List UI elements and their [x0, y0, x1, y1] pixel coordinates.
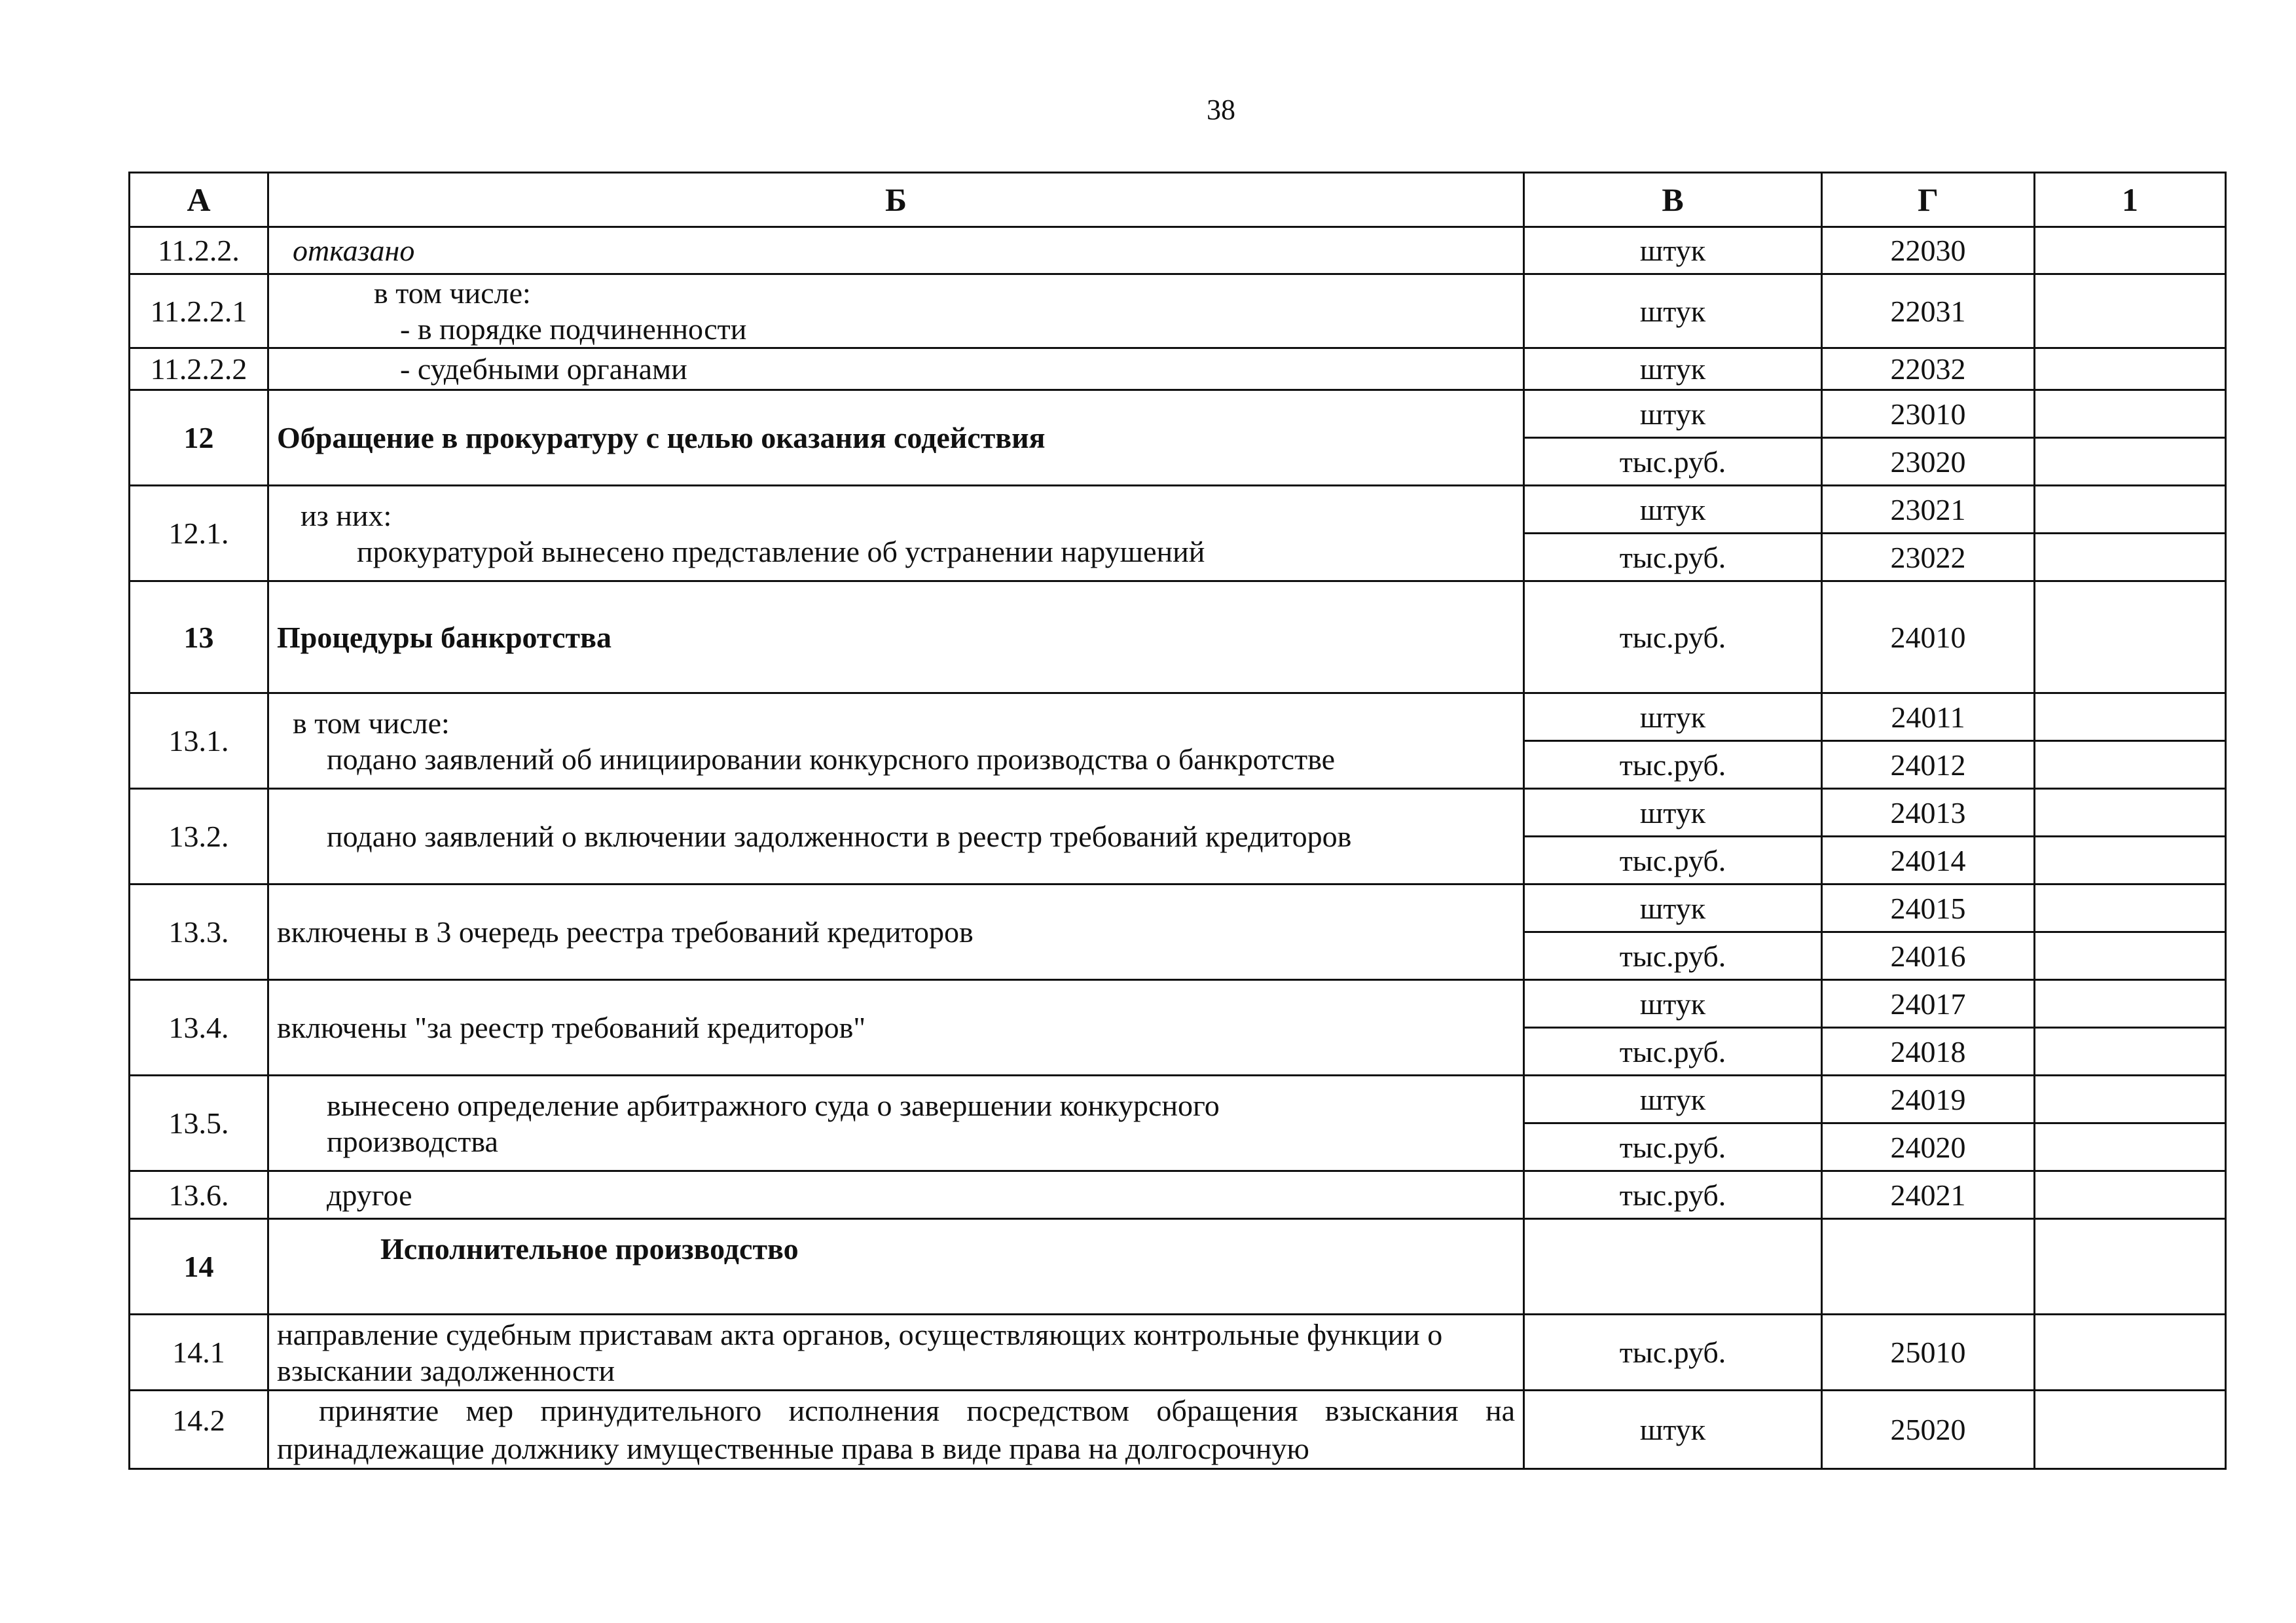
code-cell: 24010 — [1822, 581, 2035, 693]
code-cell: 24014 — [1822, 837, 2035, 884]
unit-cell: тыс.руб. — [1524, 581, 1822, 693]
row-description — [268, 693, 1524, 789]
value-cell[interactable] — [2035, 534, 2226, 581]
row-number: 13.5. — [130, 1076, 268, 1171]
report-table — [128, 172, 2227, 1470]
unit-cell: штук — [1524, 348, 1822, 390]
row-number: 11.2.2.2 — [130, 348, 268, 390]
unit-cell: штук — [1524, 1391, 1822, 1469]
row-number: 13.3. — [130, 884, 268, 980]
row-description-line: подано заявлений об инициировании конкурсного производства о банкротстве — [327, 742, 1336, 776]
unit-cell: штук — [1524, 274, 1822, 348]
table-row — [130, 390, 2226, 438]
value-cell[interactable] — [2035, 227, 2226, 274]
table-row — [130, 789, 2226, 837]
value-cell[interactable] — [2035, 1315, 2226, 1391]
col-header-1: 1 — [2035, 173, 2226, 227]
unit-cell: штук — [1524, 390, 1822, 438]
code-cell: 24011 — [1822, 693, 2035, 741]
row-number: 14 — [130, 1219, 268, 1315]
row-description — [268, 274, 1524, 348]
table-row — [130, 1076, 2226, 1123]
table-row — [130, 227, 2226, 274]
value-cell[interactable] — [2035, 1171, 2226, 1219]
unit-cell: тыс.руб. — [1524, 932, 1822, 980]
row-description: направление судебным приставам акта органов, осуществляющих контрольные функции о взыскании задолженности — [268, 1315, 1524, 1391]
table-row — [130, 693, 2226, 741]
value-cell[interactable] — [2035, 438, 2226, 486]
row-description: - судебными органами — [268, 348, 1524, 390]
row-number: 11.2.2.1 — [130, 274, 268, 348]
row-description: вынесено определение арбитражного суда о завершении конкурсного производства — [268, 1076, 1524, 1171]
value-cell[interactable] — [2035, 348, 2226, 390]
page-number: 38 — [1207, 94, 1235, 126]
table-row — [130, 1391, 2226, 1469]
value-cell[interactable] — [2035, 837, 2226, 884]
value-cell[interactable] — [2035, 1219, 2226, 1315]
code-cell: 24012 — [1822, 741, 2035, 789]
code-cell — [1822, 1219, 2035, 1315]
row-number: 13.2. — [130, 789, 268, 884]
table-row — [130, 980, 2226, 1028]
unit-cell — [1524, 1219, 1822, 1315]
row-number: 13.6. — [130, 1171, 268, 1219]
code-cell: 24016 — [1822, 932, 2035, 980]
row-number: 14.1 — [130, 1315, 268, 1391]
row-description-line: прокуратурой вынесено представление об устранении нарушений — [357, 534, 1205, 568]
code-cell: 24021 — [1822, 1171, 2035, 1219]
value-cell[interactable] — [2035, 581, 2226, 693]
row-description-line: - в порядке подчиненности — [400, 312, 747, 346]
row-number: 13 — [130, 581, 268, 693]
code-cell: 23021 — [1822, 486, 2035, 534]
col-header-v: В — [1524, 173, 1822, 227]
unit-cell: штук — [1524, 789, 1822, 837]
table-row — [130, 1219, 2226, 1315]
unit-cell: штук — [1524, 884, 1822, 932]
row-description: отказано — [268, 227, 1524, 274]
row-description: подано заявлений о включении задолженности в реестр требований кредиторов — [268, 789, 1524, 884]
code-cell: 23022 — [1822, 534, 2035, 581]
row-number: 12 — [130, 390, 268, 486]
row-description: Процедуры банкротства — [268, 581, 1524, 693]
code-cell: 25020 — [1822, 1391, 2035, 1469]
row-description-line: в том числе: — [293, 706, 450, 740]
code-cell: 24013 — [1822, 789, 2035, 837]
code-cell: 24018 — [1822, 1028, 2035, 1076]
row-description: включены "за реестр требований кредиторов" — [268, 980, 1524, 1076]
row-description-line: в том числе: — [374, 276, 531, 310]
unit-cell: тыс.руб. — [1524, 534, 1822, 581]
col-header-g: Г — [1822, 173, 2035, 227]
value-cell[interactable] — [2035, 486, 2226, 534]
value-cell[interactable] — [2035, 789, 2226, 837]
row-description: принятие мер принудительного исполнения посредством обращения взыскания на принадлежащие должнику имущественные права в виде права на долгосрочную — [268, 1391, 1524, 1469]
value-cell[interactable] — [2035, 932, 2226, 980]
code-cell: 24019 — [1822, 1076, 2035, 1123]
header-row — [130, 173, 2226, 227]
row-description: Исполнительное производство — [268, 1219, 1524, 1315]
row-description — [268, 486, 1524, 581]
value-cell[interactable] — [2035, 274, 2226, 348]
value-cell[interactable] — [2035, 390, 2226, 438]
unit-cell: штук — [1524, 980, 1822, 1028]
row-number: 12.1. — [130, 486, 268, 581]
row-description-line: из них: — [301, 498, 392, 532]
code-cell: 25010 — [1822, 1315, 2035, 1391]
unit-cell: тыс.руб. — [1524, 1171, 1822, 1219]
table-row — [130, 348, 2226, 390]
value-cell[interactable] — [2035, 980, 2226, 1028]
unit-cell: тыс.руб. — [1524, 1123, 1822, 1171]
value-cell[interactable] — [2035, 1076, 2226, 1123]
value-cell[interactable] — [2035, 1391, 2226, 1469]
unit-cell: тыс.руб. — [1524, 1315, 1822, 1391]
row-number: 13.4. — [130, 980, 268, 1076]
row-description: другое — [268, 1171, 1524, 1219]
unit-cell: штук — [1524, 486, 1822, 534]
value-cell[interactable] — [2035, 1123, 2226, 1171]
value-cell[interactable] — [2035, 741, 2226, 789]
value-cell[interactable] — [2035, 884, 2226, 932]
code-cell: 22031 — [1822, 274, 2035, 348]
unit-cell: штук — [1524, 1076, 1822, 1123]
code-cell: 22032 — [1822, 348, 2035, 390]
row-number: 13.1. — [130, 693, 268, 789]
row-description: Обращение в прокуратуру с целью оказания содействия — [268, 390, 1524, 486]
code-cell: 24017 — [1822, 980, 2035, 1028]
unit-cell: тыс.руб. — [1524, 741, 1822, 789]
table-row — [130, 1315, 2226, 1391]
code-cell: 23010 — [1822, 390, 2035, 438]
code-cell: 23020 — [1822, 438, 2035, 486]
unit-cell: штук — [1524, 693, 1822, 741]
table-row — [130, 1171, 2226, 1219]
code-cell: 24020 — [1822, 1123, 2035, 1171]
col-header-b: Б — [268, 173, 1524, 227]
table-row — [130, 274, 2226, 348]
unit-cell: тыс.руб. — [1524, 438, 1822, 486]
row-description: включены в 3 очередь реестра требований кредиторов — [268, 884, 1524, 980]
value-cell[interactable] — [2035, 1028, 2226, 1076]
row-number: 14.2 — [130, 1391, 268, 1469]
row-number: 11.2.2. — [130, 227, 268, 274]
unit-cell: штук — [1524, 227, 1822, 274]
col-header-a: А — [130, 173, 268, 227]
value-cell[interactable] — [2035, 693, 2226, 741]
unit-cell: тыс.руб. — [1524, 837, 1822, 884]
code-cell: 24015 — [1822, 884, 2035, 932]
table-row — [130, 884, 2226, 932]
table-row — [130, 581, 2226, 693]
code-cell: 22030 — [1822, 227, 2035, 274]
unit-cell: тыс.руб. — [1524, 1028, 1822, 1076]
table-row — [130, 486, 2226, 534]
